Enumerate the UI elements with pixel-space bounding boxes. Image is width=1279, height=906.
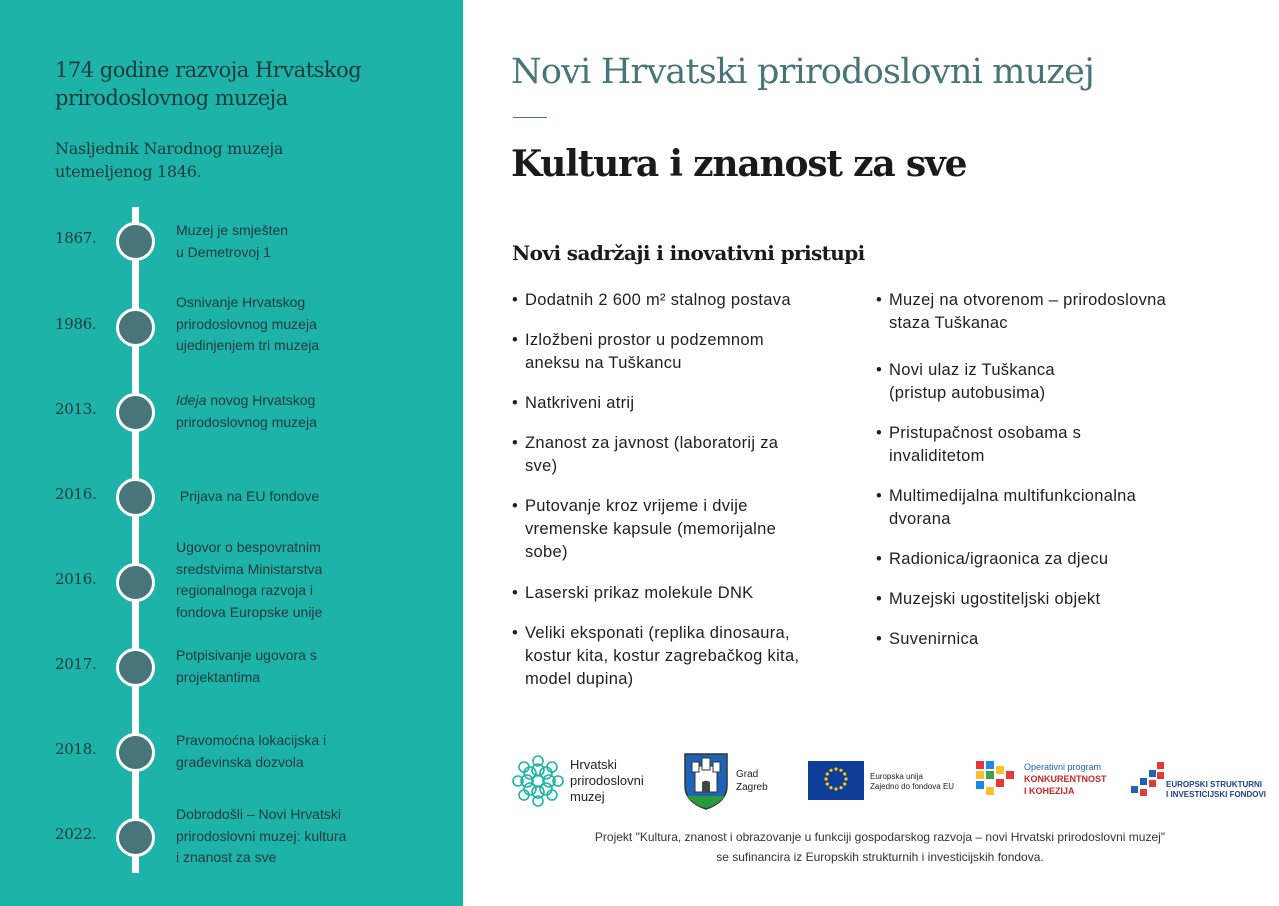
list-item: • Veliki eksponati (replika dinosaura, kostur kita, kostur zagrebačkog kita, model dupina): [512, 622, 799, 691]
page-subtitle: Kultura i znanost za sve: [511, 143, 967, 185]
museum-logo-text: Hrvatski prirodoslovni muzej: [570, 757, 644, 804]
list-item: • Laserski prikaz molekule DNK: [512, 582, 753, 605]
list-item: • Natkriveni atrij: [512, 392, 634, 415]
timeline-panel: [0, 0, 463, 906]
operational-programme-logo-icon: [976, 761, 1018, 797]
operational-programme-logo-text: Operativni program KONKURENTNOST I KOHEZIJA: [1024, 762, 1107, 796]
timeline-dot: [116, 818, 155, 857]
title-divider: [513, 117, 547, 118]
timeline-year: 2013.: [55, 400, 97, 418]
timeline-dot: [116, 648, 155, 687]
list-item: • Suvenirnica: [876, 628, 979, 651]
list-item: • Pristupačnost osobama s invaliditetom: [876, 422, 1081, 468]
timeline-dot: [116, 563, 155, 602]
timeline-text: Prijava na EU fondove: [176, 488, 320, 504]
funding-footnote: Projekt "Kultura, znanost i obrazovanje u funkciji gospodarskog razvoja – novi Hrvatski prirodoslovni muzej" se sufinancira iz Europskih strukturnih i investicijskih fondova.: [594, 830, 1166, 864]
timeline-year: 2018.: [55, 740, 97, 758]
timeline-text: Ugovor o bespovratnim sredstvima Ministarstva regionalnoga razvoja i fondova Europske unije: [176, 539, 323, 620]
timeline-entry: [0, 296, 463, 356]
list-item: • Putovanje kroz vrijeme i dvije vremenske kapsule (memorijalne sobe): [512, 495, 776, 564]
section-title: Novi sadržaji i inovativni pristupi: [512, 241, 865, 265]
timeline-text: Osnivanje Hrvatskog prirodoslovnog muzeja ujedinjenjem tri muzeja: [176, 294, 320, 353]
timeline-entry: [0, 539, 463, 620]
eu-logo-text: Europska unija Zajedno do fondova EU: [870, 772, 955, 791]
timeline-dot: [116, 308, 155, 347]
timeline-year: 2016.: [55, 485, 97, 503]
list-item: • Znanost za javnost (laboratorij za sve): [512, 432, 778, 478]
timeline-entry: [0, 466, 463, 526]
timeline-dot: [116, 478, 155, 517]
timeline-text: Potpisivanje ugovora s projektantima: [176, 647, 317, 685]
page-title: Novi Hrvatski prirodoslovni muzej: [511, 52, 1095, 92]
timeline-text: Dobrodošli – Novi Hrvatski prirodoslovni muzej: kultura i znanost za sve: [176, 806, 347, 865]
timeline-dot: [116, 733, 155, 772]
zagreb-coat-of-arms-icon: [683, 752, 729, 810]
timeline-dot: [116, 393, 155, 432]
timeline-entry: [0, 636, 463, 696]
esif-logo-text: EUROPSKI STRUKTURNI I INVESTICIJSKI FONDOVI: [1166, 780, 1267, 799]
timeline-entry: [0, 210, 463, 270]
timeline-entry: [0, 721, 463, 781]
timeline-year: 2022.: [55, 825, 97, 843]
esif-logo-icon: [1131, 762, 1167, 800]
timeline-text: Ideja novog Hrvatskog prirodoslovnog muzeja: [176, 392, 317, 430]
timeline-year: 1986.: [55, 315, 97, 333]
timeline-entry: [0, 806, 463, 866]
timeline-year: 1867.: [55, 229, 97, 247]
list-item: • Muzej na otvorenom – prirodoslovna staza Tuškanac: [876, 289, 1166, 335]
list-item: • Radionica/igraonica za djecu: [876, 548, 1108, 571]
timeline-text: Pravomoćna lokacijska i građevinska dozvola: [176, 732, 327, 770]
timeline-entry: [0, 381, 463, 441]
timeline-dot: [116, 222, 155, 261]
timeline-text: Muzej je smješten u Demetrovoj 1: [176, 222, 289, 260]
timeline-year: 2016.: [55, 570, 97, 588]
list-item: • Muzejski ugostiteljski objekt: [876, 588, 1100, 611]
timeline-year: 2017.: [55, 655, 97, 673]
list-item: • Multimedijalna multifunkcionalna dvorana: [876, 485, 1136, 531]
list-item: • Izložbeni prostor u podzemnom aneksu na Tuškancu: [512, 329, 764, 375]
list-item: • Novi ulaz iz Tuškanca (pristup autobusima): [876, 359, 1055, 405]
list-item: • Dodatnih 2 600 m² stalnog postava: [512, 289, 791, 312]
zagreb-logo-text: Grad Zagreb: [736, 769, 768, 793]
museum-flower-logo-icon: [511, 754, 565, 808]
eu-flag-icon: [808, 761, 864, 800]
timeline-subtitle: Nasljednik Narodnog muzeja utemeljenog 1846.: [55, 139, 284, 181]
timeline-title: 174 godine razvoja Hrvatskog prirodoslovnog muzeja: [55, 58, 362, 110]
